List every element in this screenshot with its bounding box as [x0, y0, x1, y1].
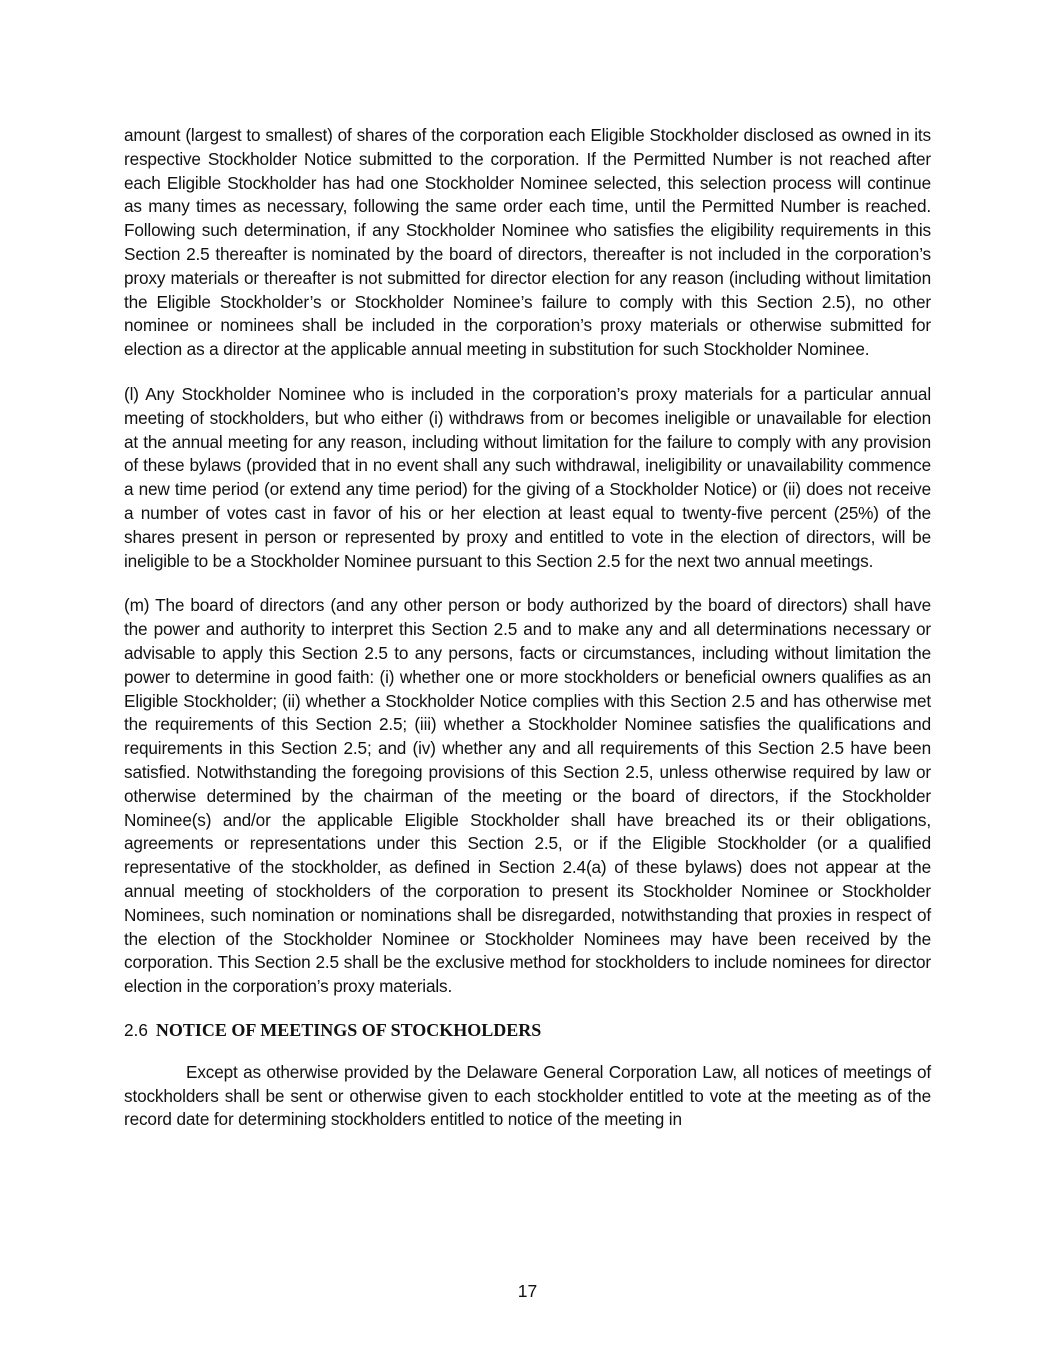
section-heading — [124, 1018, 931, 1042]
paragraph-notice-of-meetings: Except as otherwise provided by the Delaware General Corporation Law, all notices of meetings of stockholders shall be sent or otherwise given to each stockholder entitled to vote at the meeting as of the record date for determining stockholders entitled to notice of the meeting in — [124, 1061, 931, 1130]
paragraph-m-board-authority: (m) The board of directors (and any other person or body authorized by the board of directors) shall have the power and authority to interpret this Section 2.5 and to make any and all determinations necessary or advisable to apply this Section 2.5 to any persons, facts or circumstances, including without limitation the power to determine in good faith: (i) whether one or more stockholders or beneficial owners qualifies as an Eligible Stockholder; (ii) whether a Stockholder Notice complies with this Section 2.5 and has otherwise met the requirements of this Section 2.5; (iii) whether a Stockholder Nominee satisfies the qualifications and requirements in this Section 2.5; and (iv) whether any and all requirements of this Section 2.5 have been satisfied. Notwithstanding the foregoing provisions of this Section 2.5, unless otherwise required by law or otherwise determined by the chairman of the meeting or the board of directors, if the Stockholder Nominee(s) and/or the applicable Eligible Stockholder shall have breached its or their obligations, agreements or representations under this Section 2.5, or if the Eligible Stockholder (or a qualified representative of the stockholder, as defined in Section 2.4(a) of these bylaws) does not appear at the annual meeting of stockholders of the corporation to present its Stockholder Nominee or Stockholder Nominees, such nomination or nominations shall be disregarded, notwithstanding that proxies in respect of the election of the Stockholder Nominee or Stockholder Nominees may have been received by the corporation. This Section 2.5 shall be the exclusive method for stockholders to include nominees for director election in the corporation’s proxy materials. — [124, 595, 931, 997]
paragraph-l-ineligibility: (l) Any Stockholder Nominee who is included in the corporation’s proxy materials for a particular annual meeting of stockholders, but who either (i) withdraws from or becomes ineligible or unavailable for election at the annual meeting for any reason, including without limitation for the failure to comply with any provision of these bylaws (provided that in no event shall any such withdrawal, ineligibility or unavailability commence a new time period (or extend any time period) for the giving of a Stockholder Notice) or (ii) does not receive a number of votes cast in favor of his or her election at least equal to twenty-five percent (25%) of the shares present in person or represented by proxy and entitled to vote in the election of directors, will be ineligible to be a Stockholder Nominee pursuant to this Section 2.5 for the next two annual meetings. — [124, 383, 931, 571]
document-page — [124, 124, 931, 1132]
page-number: 17 — [517, 1281, 538, 1301]
section-number: 2.6 — [124, 1019, 148, 1040]
paragraph-nominee-selection: amount (largest to smallest) of shares of the corporation each Eligible Stockholder disclosed as owned in its respective Stockholder Notice submitted to the corporation. If the Permitted Number is not reached after each Eligible Stockholder has had one Stockholder Nominee selected, this selection process will continue as many times as necessary, following the same order each time, until the Permitted Number is reached. Following such determination, if any Stockholder Nominee who satisfies the eligibility requirements in this Section 2.5 thereafter is nominated by the board of directors, thereafter is not included in the corporation’s proxy materials or thereafter is not submitted for director election for any reason (including without limitation the Eligible Stockholder’s or Stockholder Nominee’s failure to comply with this Section 2.5), no other nominee or nominees shall be included in the corporation’s proxy materials or otherwise submitted for election as a director at the applicable annual meeting in substitution for such Stockholder Nominee. — [124, 125, 931, 360]
section-title: NOTICE OF MEETINGS OF STOCKHOLDERS — [155, 1019, 542, 1040]
